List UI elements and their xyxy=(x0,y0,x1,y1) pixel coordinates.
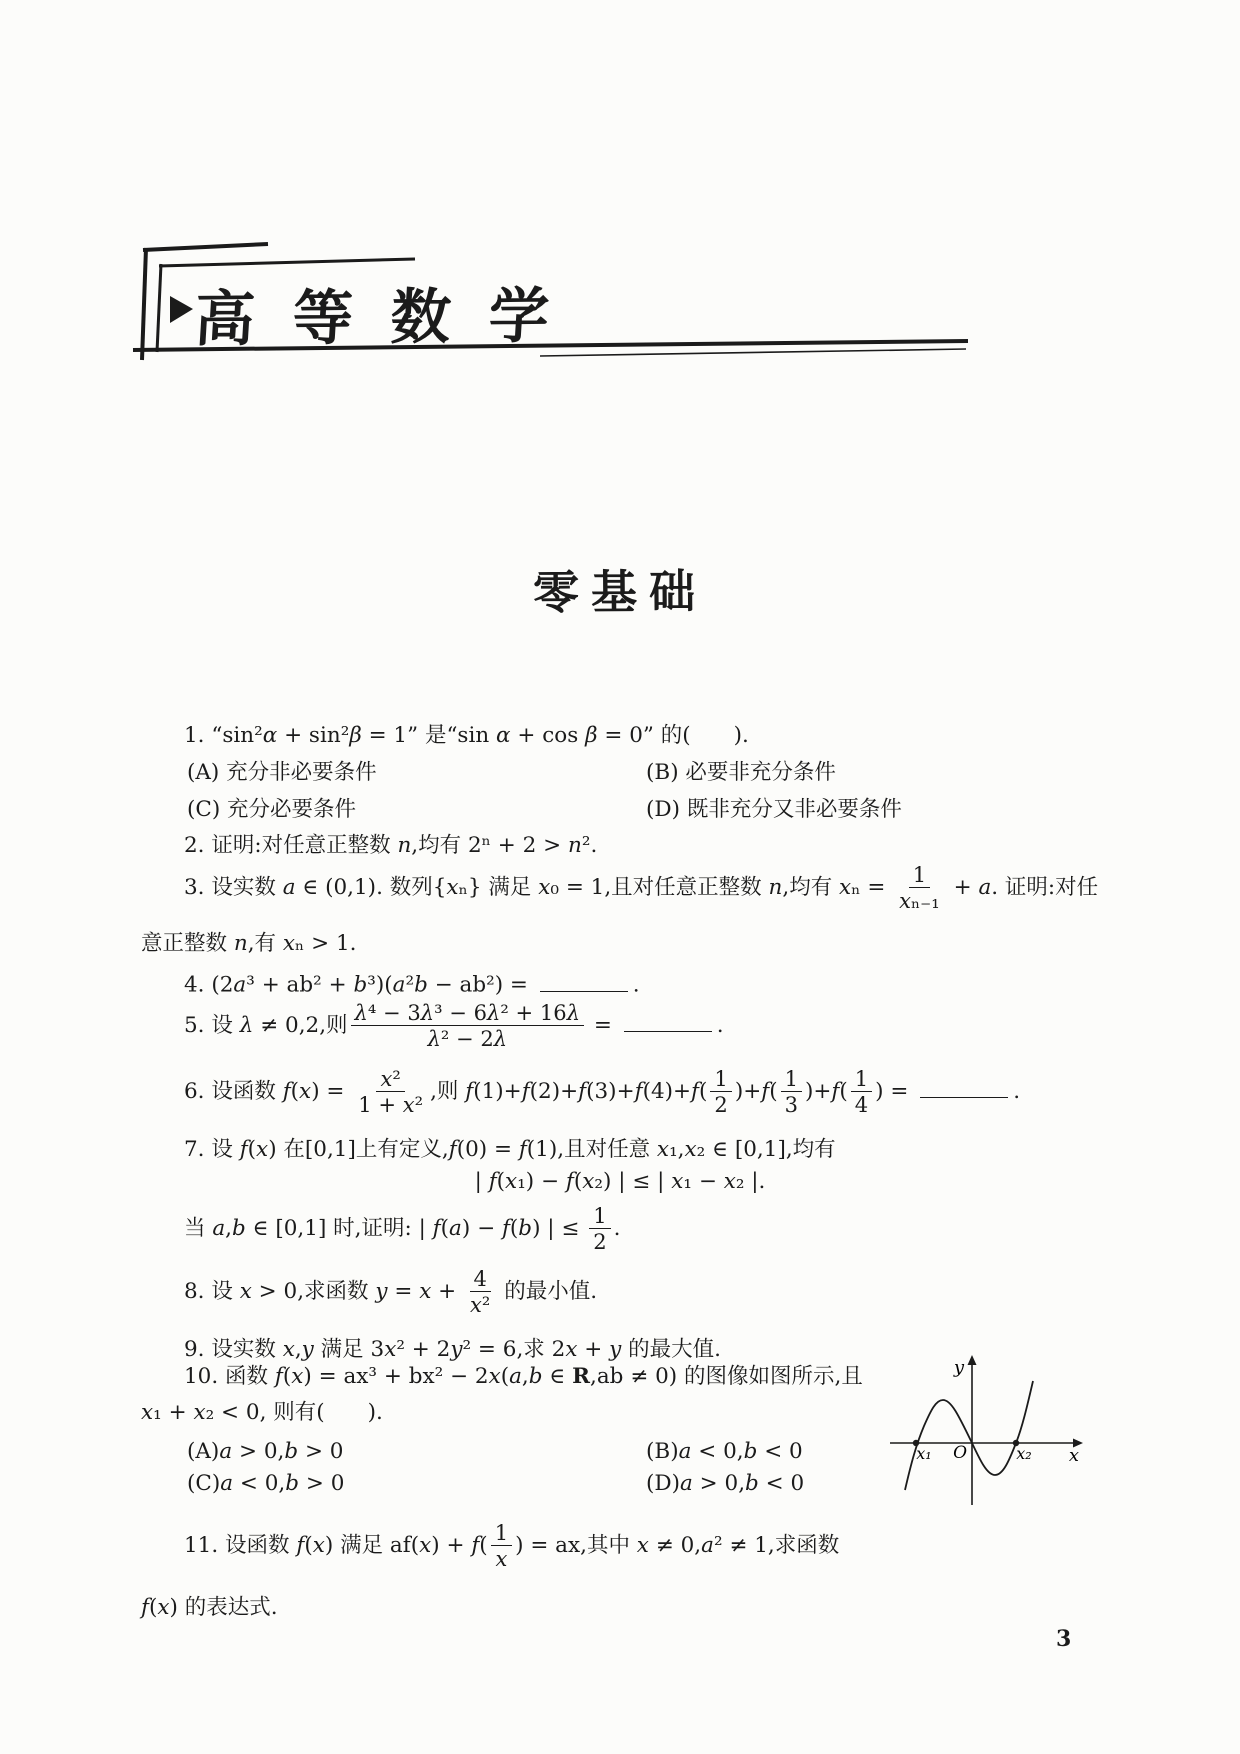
problem-10-option-d: (D)a > 0,b < 0 xyxy=(646,1471,805,1496)
problem-1-option-c: (C) 充分必要条件 xyxy=(187,797,357,822)
problem-10-option-a: (A)a > 0,b > 0 xyxy=(187,1439,344,1464)
problem-10-option-b: (B)a < 0,b < 0 xyxy=(646,1439,803,1464)
problem-2-statement: 2. 证明:对任意正整数 n,均有 2ⁿ + 2 > n². xyxy=(184,833,598,858)
problem-7-statement-line-3: 当 a,b ∈ [0,1] 时,证明: | f(a) − f(b) | ≤ $\frac{1}{2}$ . xyxy=(184,1203,621,1255)
problem-3-statement-line-2: 意正整数 n,有 xₙ > 1. xyxy=(141,931,357,956)
problem-5-statement: 5. 设 λ ≠ 0,2,则 $\frac{\text{λ⁴ − 3λ³ − 6λ² + 16λ}}{\text{λ² − 2λ}}$ = . xyxy=(184,1000,724,1052)
problem-10-statement-line-1: 10. 函数 f(x) = ax³ + bx² − 2x(a,b ∈ R,ab ≠ 0) 的图像如图所示,且 xyxy=(184,1364,863,1389)
problem-11-statement-line-1: 11. 设函数 f(x) 满足 af(x) + f( $\frac{1}{x}$ ) = ax,其中 x ≠ 0,a² ≠ 1,求函数 xyxy=(184,1520,840,1572)
triangle-marker-icon xyxy=(170,296,193,323)
problem-7-inequality: | f(x₁) − f(x₂) | ≤ | x₁ − x₂ |. xyxy=(474,1169,766,1194)
problem-1-option-b: (B) 必要非充分条件 xyxy=(646,760,836,785)
x2-root-label: x₂ xyxy=(1016,1444,1032,1463)
frame-inner-top-line xyxy=(159,259,415,266)
problem-1-option-d: (D) 既非充分又非必要条件 xyxy=(646,797,902,822)
problem-6-statement: 6. 设函数 f(x) = $\frac{\text{x²}}{\text{1 + x²}}$ ,则 f(1)+f(2)+f(3)+f(4)+f( $\frac{1}{2}$ )+f( $\frac{1}{3}$ )+f( $\frac{1}{4}$ ) = . xyxy=(184,1066,1021,1118)
cubic-function-graph xyxy=(880,1352,1092,1514)
origin-label: O xyxy=(953,1443,967,1463)
problem-10-statement-line-2: x₁ + x₂ < 0, 则有( ). xyxy=(141,1400,383,1425)
problem-7-statement-line-1: 7. 设 f(x) 在[0,1]上有定义,f(0) = f(1),且对任意 x₁,x₂ ∈ [0,1],均有 xyxy=(184,1137,836,1162)
problem-10-option-c: (C)a < 0,b > 0 xyxy=(187,1471,345,1496)
frame-inner-left-line xyxy=(157,264,161,352)
frame-bottom-echo-line xyxy=(540,349,966,356)
y-axis-arrow-icon xyxy=(968,1355,977,1365)
section-title: 零基础 xyxy=(532,564,708,620)
frame-outer-top-line xyxy=(143,244,268,250)
cubic-curve xyxy=(905,1381,1033,1490)
y-axis-label: y xyxy=(953,1357,964,1378)
chapter-title: 高等数学 xyxy=(192,280,589,356)
page-number: 3 xyxy=(1056,1626,1072,1652)
problem-9-statement: 9. 设实数 x,y 满足 3x² + 2y² = 6,求 2x + y 的最大值. xyxy=(184,1337,721,1362)
problem-11-statement-line-2: f(x) 的表达式. xyxy=(141,1595,278,1620)
problem-8-statement: 8. 设 x > 0,求函数 y = x + $\frac{4}{\text{x²}}$ 的最小值. xyxy=(184,1266,598,1318)
problem-4-statement: 4. (2a³ + ab² + b³)(a²b − ab²) = . xyxy=(184,969,640,999)
problem-3-statement-line-1: 3. 设实数 a ∈ (0,1). 数列{xₙ} 满足 x₀ = 1,且对任意正整数 n,均有 xₙ = $\frac{1}{\text{xₙ₋₁}}$ + a. 证明:对任 xyxy=(184,862,1099,914)
problem-1-option-a: (A) 充分非必要条件 xyxy=(187,760,377,785)
problem-1-statement: 1. “sin²α + sin²β = 1” 是“sin α + cos β = 0” 的( ). xyxy=(184,723,749,748)
chapter-header-frame xyxy=(0,0,1240,420)
x-axis-label: x xyxy=(1068,1445,1079,1466)
x1-root-label: x₁ xyxy=(916,1444,932,1463)
frame-outer-left-line xyxy=(142,248,146,360)
